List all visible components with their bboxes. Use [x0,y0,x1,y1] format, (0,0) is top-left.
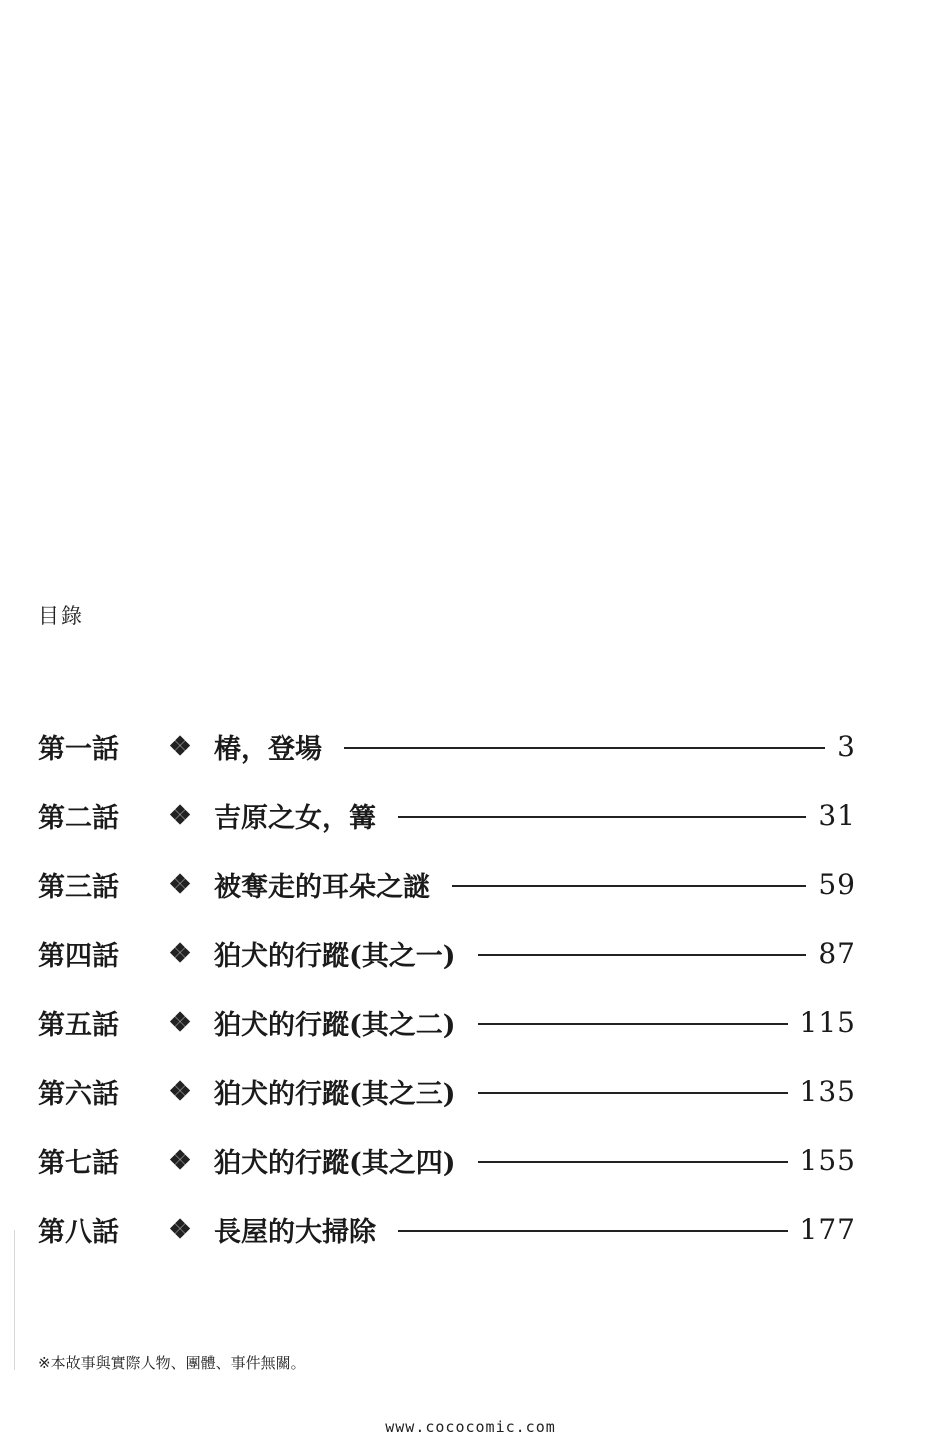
diamond-separator-icon: ❖ [168,938,192,969]
page-number: 87 [818,937,856,970]
leader-line [452,885,806,887]
diamond-separator-icon: ❖ [168,869,192,900]
episode-number: 第四話 [38,941,119,972]
leader-line [478,954,807,956]
page-number: 135 [799,1075,856,1108]
leader-line [478,1161,788,1163]
episode-title: 被奪走的耳朵之謎 [214,872,430,903]
episode-number: 第八話 [38,1217,119,1248]
leader-line [478,1023,788,1025]
page-number: 155 [799,1144,856,1177]
leader-line [398,816,806,818]
episode-title: 狛犬的行蹤(其之二) [214,1010,456,1041]
episode-title: 吉原之女，篝 [214,803,376,834]
diamond-separator-icon: ❖ [168,1214,192,1245]
episode-title: 長屋的大掃除 [214,1217,376,1248]
page-number: 31 [818,799,856,832]
diamond-separator-icon: ❖ [168,1007,192,1038]
diamond-separator-icon: ❖ [168,800,192,831]
leader-line [344,747,825,749]
episode-number: 第五話 [38,1010,119,1041]
leader-line [398,1230,788,1232]
episode-number: 第一話 [38,734,119,765]
toc-entry-7 [38,1126,856,1195]
page-number: 3 [837,730,856,763]
episode-title: 狛犬的行蹤(其之一) [214,941,456,972]
toc-entry-4 [38,919,856,988]
toc-heading: 目錄 [38,604,84,628]
toc-entry-1 [38,712,856,781]
toc-entry-6 [38,1057,856,1126]
page-number: 177 [799,1213,856,1246]
diamond-separator-icon: ❖ [168,1145,192,1176]
toc-entry-8 [38,1195,856,1264]
diamond-separator-icon: ❖ [168,1076,192,1107]
page-number: 115 [799,1006,856,1039]
toc-entry-2 [38,781,856,850]
scan-edge-line [14,1230,15,1370]
diamond-separator-icon: ❖ [168,731,192,762]
toc-list [38,712,856,1264]
episode-number: 第六話 [38,1079,119,1110]
episode-title: 狛犬的行蹤(其之四) [214,1148,456,1179]
episode-title: 狛犬的行蹤(其之三) [214,1079,456,1110]
toc-entry-5 [38,988,856,1057]
toc-entry-3 [38,850,856,919]
episode-number: 第三話 [38,872,119,903]
page-number: 59 [818,868,856,901]
episode-title: 椿，登場 [214,734,322,765]
episode-number: 第二話 [38,803,119,834]
disclaimer-note: ※本故事與實際人物、團體、事件無關。 [38,1354,306,1372]
site-watermark: www.cococomic.com [385,1418,556,1436]
episode-number: 第七話 [38,1148,119,1179]
leader-line [478,1092,788,1094]
